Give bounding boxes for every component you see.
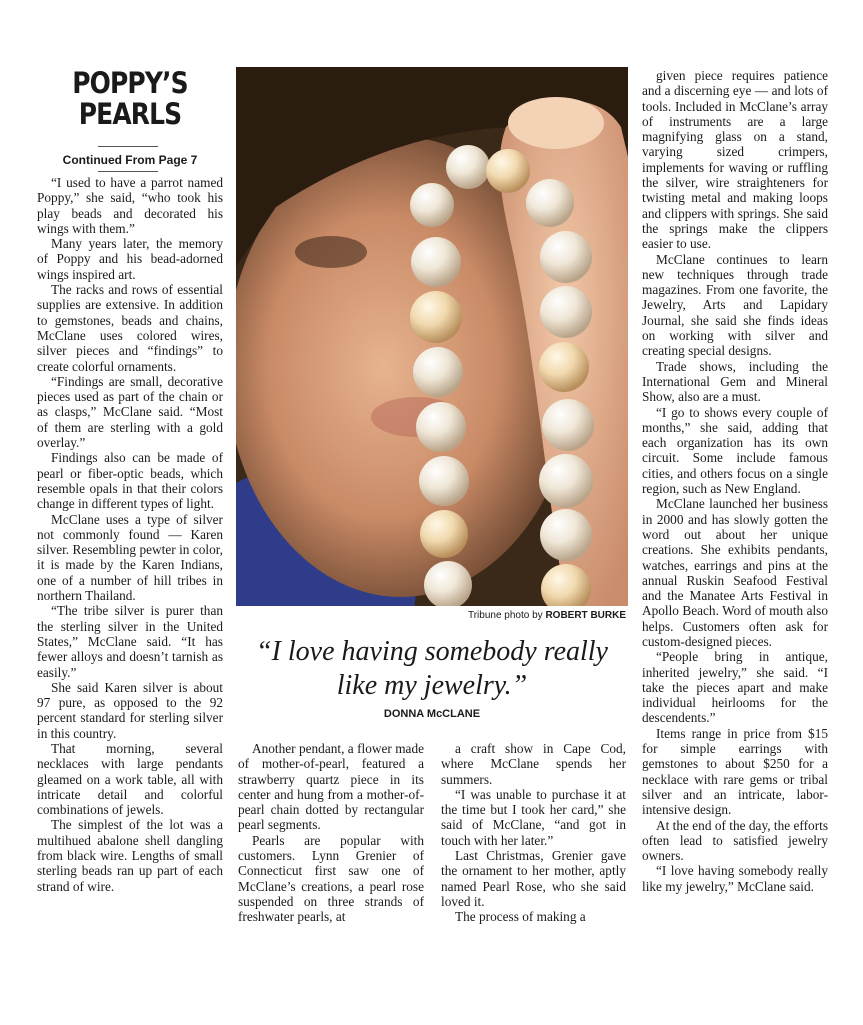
pull-quote: “I love having somebody really like my jewelry.” [256,636,608,701]
article-paragraph: “I used to have a parrot named Poppy,” she said, “who took his play beads and decorated his wings with them.” [37,175,223,236]
article-paragraph: “I go to shows every couple of months,” she said, adding that each organization has its own circuit. Some include famous cities, and others focus on a single region, such as New England. [642,404,828,497]
article-paragraph: McClane launched her business in 2000 and has slowly gotten the word out about her unique creations. She exhibits pendants, watches, earrings and pins at the annual Ruskin Seafood Festival and the Manatee Arts Festival in Apollo Beach. Word of mouth also helps. Customers often ask for custom-designed pieces. [642,496,828,649]
article-paragraph: The simplest of the lot was a multihued abalone shell dangling from black wire. Lengths of small sterling beads ran up part of each strand of wire. [37,817,223,894]
headline-rule-top [98,146,158,147]
article-column-4 [642,68,828,894]
article-paragraph: McClane continues to learn new techniques through trade magazines. From one favorite, the Jewelry, Arts and Lapidary Journal, she said she finds ideas on working with silver and creating special designs. [642,251,828,359]
article-paragraph: “The tribe silver is purer than the sterling silver in the United States,” McClane said. “It has fewer alloys and doesn’t tarnish as easily.” [37,603,223,680]
article-paragraph: Trade shows, including the International Gem and Mineral Show, also are a must. [642,358,828,405]
article-paragraph: “I was unable to purchase it at the time but I took her card,” she said of McClane, “and got in touch with her later.” [441,786,626,848]
pearl-necklace-photo [236,67,628,606]
article-paragraph: She said Karen silver is about 97 pure, as opposed to the 92 percent standard for sterling silver in this country. [37,679,223,741]
article-paragraph: The racks and rows of essential supplies are extensive. In addition to gemstones, beads and chains, McClane uses colored wires, silver pieces and “findings” to create colorful ornaments. [37,282,223,374]
article-paragraph: McClane uses a type of silver not commonly found — Karen silver. Resembling pewter in color, it is made by the Karen Indians, one of a number of hill tribes in northern Thailand. [37,511,223,604]
photo-credit-label: Tribune photo by [467,610,543,621]
article-paragraph: “Findings are small, decorative pieces used as part of the chain or as clasps,” McClane said. “Most of them are sterling with a gold overlay.” [37,373,223,451]
headline [70,68,190,130]
article-paragraph: Items range in price from $15 for simple earrings with gemstones to about $250 for a necklace with rare gems or tribal silver and an intricate, labor-intensive design. [642,725,828,818]
article-paragraph: Pearls are popular with customers. Lynn Grenier of Connecticut first saw one of McClane’s creations, a pearl rose suspended on three strands of freshwater pearls, at [238,832,424,925]
pull-quote-attribution: DONNA McCLANE [383,708,481,720]
article-paragraph: Another pendant, a flower made of mother-of-pearl, featured a strawberry quartz piece in its center and hung from a mother-of-pearl chain dotted by rectangular pearl segments. [238,741,424,833]
article-paragraph: “People bring in antique, inherited jewelry,” she said. “I take the pieces apart and make individual heirlooms for the descendents.” [642,649,828,726]
article-column-2 [238,741,424,925]
headline-line-2: PEARLS [78,97,182,131]
continued-from-label: Continued From Page 7 [62,153,198,167]
article-paragraph: At the end of the day, the efforts often lead to satisfied jewelry owners. [642,817,828,864]
article-paragraph: That morning, several necklaces with large pendants gleamed on a work table, all with intricate detail and colorful combinations of jewels. [37,740,223,818]
article-column-1 [37,175,223,894]
photo-credit [236,610,626,621]
article-paragraph: a craft show in Cape Cod, where McClane spends her summers. [441,741,626,787]
article-paragraph: “I love having somebody really like my jewelry,” McClane said. [642,863,828,894]
headline-line-1: POPPY’S [72,66,188,100]
article-paragraph: Findings also can be made of pearl or fiber-optic beads, which resemble opals in that their colors change in different types of light. [37,450,223,512]
photo-credit-name: ROBERT BURKE [545,610,626,621]
headline-rule-bottom [98,171,158,172]
article-column-3 [441,741,626,925]
article-paragraph: Many years later, the memory of Poppy and his bead-adorned wings inspired art. [37,236,223,282]
article-paragraph: given piece requires patience and a discerning eye — and lots of tools. Included in McClane’s array of instruments are a large magnifying glass on a stand, varying sized crimpers, implements for waving or ruffling the silver, wire straighteners for twisting metal and making loops and clippers with springs. She said the springs make the clippers easier to use. [642,68,828,252]
article-paragraph: Last Christmas, Grenier gave the ornament to her mother, aptly named Pearl Rose, who she said loved it. [441,848,626,909]
article-paragraph: The process of making a [455,909,586,925]
